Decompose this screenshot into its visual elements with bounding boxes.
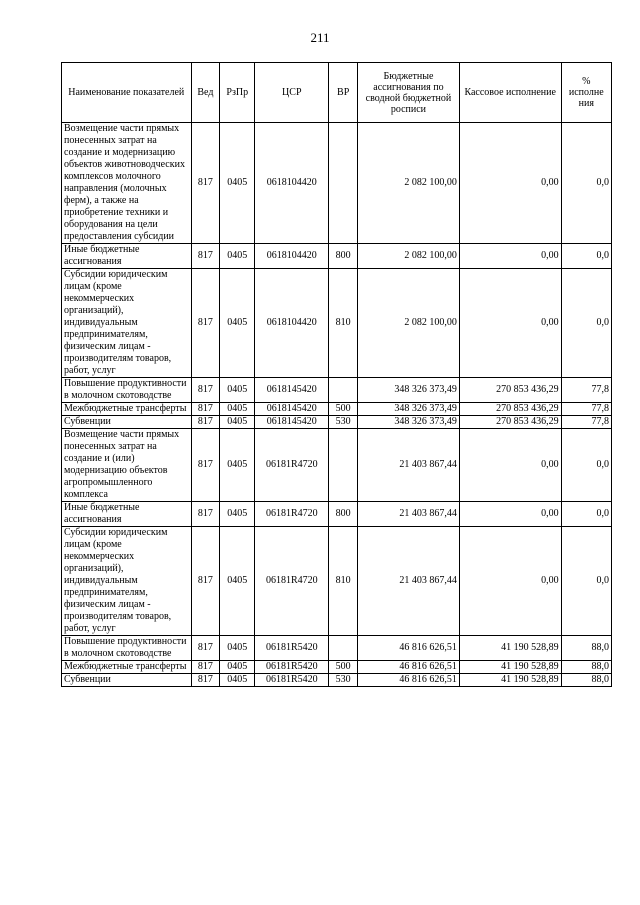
table-row <box>62 429 612 502</box>
table-row <box>62 269 612 378</box>
ved-cell: 817 <box>191 403 220 416</box>
table-row <box>62 378 612 403</box>
column-header: Наименование показателей <box>62 63 192 123</box>
assignment-amount-cell: 21 403 867,44 <box>358 527 460 636</box>
vr-cell <box>329 429 358 502</box>
ved-cell: 817 <box>191 416 220 429</box>
cash-execution-cell: 0,00 <box>459 269 561 378</box>
execution-percent-cell: 0,0 <box>561 123 611 244</box>
cash-execution-cell: 270 853 436,29 <box>459 403 561 416</box>
csr-cell: 0618145420 <box>255 416 329 429</box>
csr-cell: 06181R5420 <box>255 661 329 674</box>
row-name-cell: Субсидии юридическим лицам (кроме некоммерческих организаций), индивидуальным предпринимателям, физическим лицам - производителям товаров, работ, услуг <box>62 527 192 636</box>
execution-percent-cell: 0,0 <box>561 244 611 269</box>
vr-cell: 810 <box>329 269 358 378</box>
cash-execution-cell: 270 853 436,29 <box>459 416 561 429</box>
assignment-amount-cell: 348 326 373,49 <box>358 378 460 403</box>
vr-cell <box>329 123 358 244</box>
cash-execution-cell: 41 190 528,89 <box>459 674 561 687</box>
vr-cell: 810 <box>329 527 358 636</box>
rzpr-cell: 0405 <box>220 636 255 661</box>
csr-cell: 06181R5420 <box>255 674 329 687</box>
row-name-cell: Повышение продуктивности в молочном скотоводстве <box>62 636 192 661</box>
csr-cell: 0618104420 <box>255 269 329 378</box>
budget-execution-table <box>61 62 612 687</box>
ved-cell: 817 <box>191 378 220 403</box>
assignment-amount-cell: 2 082 100,00 <box>358 269 460 378</box>
table-row <box>62 416 612 429</box>
column-header: Вед <box>191 63 220 123</box>
cash-execution-cell: 0,00 <box>459 502 561 527</box>
assignment-amount-cell: 21 403 867,44 <box>358 502 460 527</box>
vr-cell: 500 <box>329 403 358 416</box>
row-name-cell: Межбюджетные трансферты <box>62 403 192 416</box>
vr-cell: 530 <box>329 416 358 429</box>
ved-cell: 817 <box>191 674 220 687</box>
rzpr-cell: 0405 <box>220 527 255 636</box>
row-name-cell: Иные бюджетные ассигнования <box>62 244 192 269</box>
cash-execution-cell: 41 190 528,89 <box>459 636 561 661</box>
cash-execution-cell: 0,00 <box>459 123 561 244</box>
page-number: 211 <box>310 30 330 45</box>
vr-cell: 800 <box>329 502 358 527</box>
assignment-amount-cell: 2 082 100,00 <box>358 244 460 269</box>
vr-cell: 500 <box>329 661 358 674</box>
cash-execution-cell: 0,00 <box>459 429 561 502</box>
row-name-cell: Возмещение части прямых понесенных затрат на создание и модернизацию объектов животноводческих комплексов молочного направления (молочных ферм), а также на приобретение техники и оборудования на цели предоставления субсидии <box>62 123 192 244</box>
row-name-cell: Иные бюджетные ассигнования <box>62 502 192 527</box>
assignment-amount-cell: 21 403 867,44 <box>358 429 460 502</box>
row-name-cell: Повышение продуктивности в молочном скотоводстве <box>62 378 192 403</box>
table-header-row <box>62 63 612 123</box>
execution-percent-cell: 0,0 <box>561 527 611 636</box>
execution-percent-cell: 0,0 <box>561 429 611 502</box>
csr-cell: 0618104420 <box>255 123 329 244</box>
column-header: % исполне ния <box>561 63 611 123</box>
execution-percent-cell: 88,0 <box>561 661 611 674</box>
csr-cell: 0618145420 <box>255 378 329 403</box>
execution-percent-cell: 77,8 <box>561 378 611 403</box>
assignment-amount-cell: 46 816 626,51 <box>358 636 460 661</box>
csr-cell: 06181R4720 <box>255 429 329 502</box>
assignment-amount-cell: 46 816 626,51 <box>358 661 460 674</box>
assignment-amount-cell: 348 326 373,49 <box>358 403 460 416</box>
ved-cell: 817 <box>191 123 220 244</box>
rzpr-cell: 0405 <box>220 674 255 687</box>
execution-percent-cell: 77,8 <box>561 403 611 416</box>
table-row <box>62 123 612 244</box>
vr-cell <box>329 636 358 661</box>
execution-percent-cell: 0,0 <box>561 502 611 527</box>
rzpr-cell: 0405 <box>220 661 255 674</box>
csr-cell: 06181R5420 <box>255 636 329 661</box>
column-header: ЦСР <box>255 63 329 123</box>
column-header: Бюджетные ассигнования по сводной бюджетной росписи <box>358 63 460 123</box>
vr-cell <box>329 378 358 403</box>
rzpr-cell: 0405 <box>220 269 255 378</box>
table-row <box>62 527 612 636</box>
ved-cell: 817 <box>191 502 220 527</box>
assignment-amount-cell: 46 816 626,51 <box>358 674 460 687</box>
csr-cell: 0618104420 <box>255 244 329 269</box>
cash-execution-cell: 0,00 <box>459 527 561 636</box>
column-header: РзПр <box>220 63 255 123</box>
table-row <box>62 636 612 661</box>
table-row <box>62 661 612 674</box>
row-name-cell: Межбюджетные трансферты <box>62 661 192 674</box>
assignment-amount-cell: 2 082 100,00 <box>358 123 460 244</box>
column-header: ВР <box>329 63 358 123</box>
ved-cell: 817 <box>191 527 220 636</box>
row-name-cell: Субвенции <box>62 674 192 687</box>
execution-percent-cell: 88,0 <box>561 636 611 661</box>
rzpr-cell: 0405 <box>220 429 255 502</box>
table-row <box>62 244 612 269</box>
csr-cell: 0618145420 <box>255 403 329 416</box>
ved-cell: 817 <box>191 244 220 269</box>
rzpr-cell: 0405 <box>220 123 255 244</box>
rzpr-cell: 0405 <box>220 502 255 527</box>
cash-execution-cell: 0,00 <box>459 244 561 269</box>
rzpr-cell: 0405 <box>220 416 255 429</box>
execution-percent-cell: 0,0 <box>561 269 611 378</box>
cash-execution-cell: 270 853 436,29 <box>459 378 561 403</box>
row-name-cell: Субвенции <box>62 416 192 429</box>
table-row <box>62 403 612 416</box>
rzpr-cell: 0405 <box>220 244 255 269</box>
ved-cell: 817 <box>191 661 220 674</box>
table-row <box>62 502 612 527</box>
ved-cell: 817 <box>191 429 220 502</box>
row-name-cell: Возмещение части прямых понесенных затрат на создание и (или) модернизацию объектов агропромышленного комплекса <box>62 429 192 502</box>
rzpr-cell: 0405 <box>220 403 255 416</box>
vr-cell: 800 <box>329 244 358 269</box>
csr-cell: 06181R4720 <box>255 502 329 527</box>
execution-percent-cell: 77,8 <box>561 416 611 429</box>
cash-execution-cell: 41 190 528,89 <box>459 661 561 674</box>
rzpr-cell: 0405 <box>220 378 255 403</box>
ved-cell: 817 <box>191 269 220 378</box>
vr-cell: 530 <box>329 674 358 687</box>
table-row <box>62 674 612 687</box>
ved-cell: 817 <box>191 636 220 661</box>
row-name-cell: Субсидии юридическим лицам (кроме некоммерческих организаций), индивидуальным предпринимателям, физическим лицам - производителям товаров, работ, услуг <box>62 269 192 378</box>
column-header: Кассовое исполнение <box>459 63 561 123</box>
csr-cell: 06181R4720 <box>255 527 329 636</box>
execution-percent-cell: 88,0 <box>561 674 611 687</box>
assignment-amount-cell: 348 326 373,49 <box>358 416 460 429</box>
